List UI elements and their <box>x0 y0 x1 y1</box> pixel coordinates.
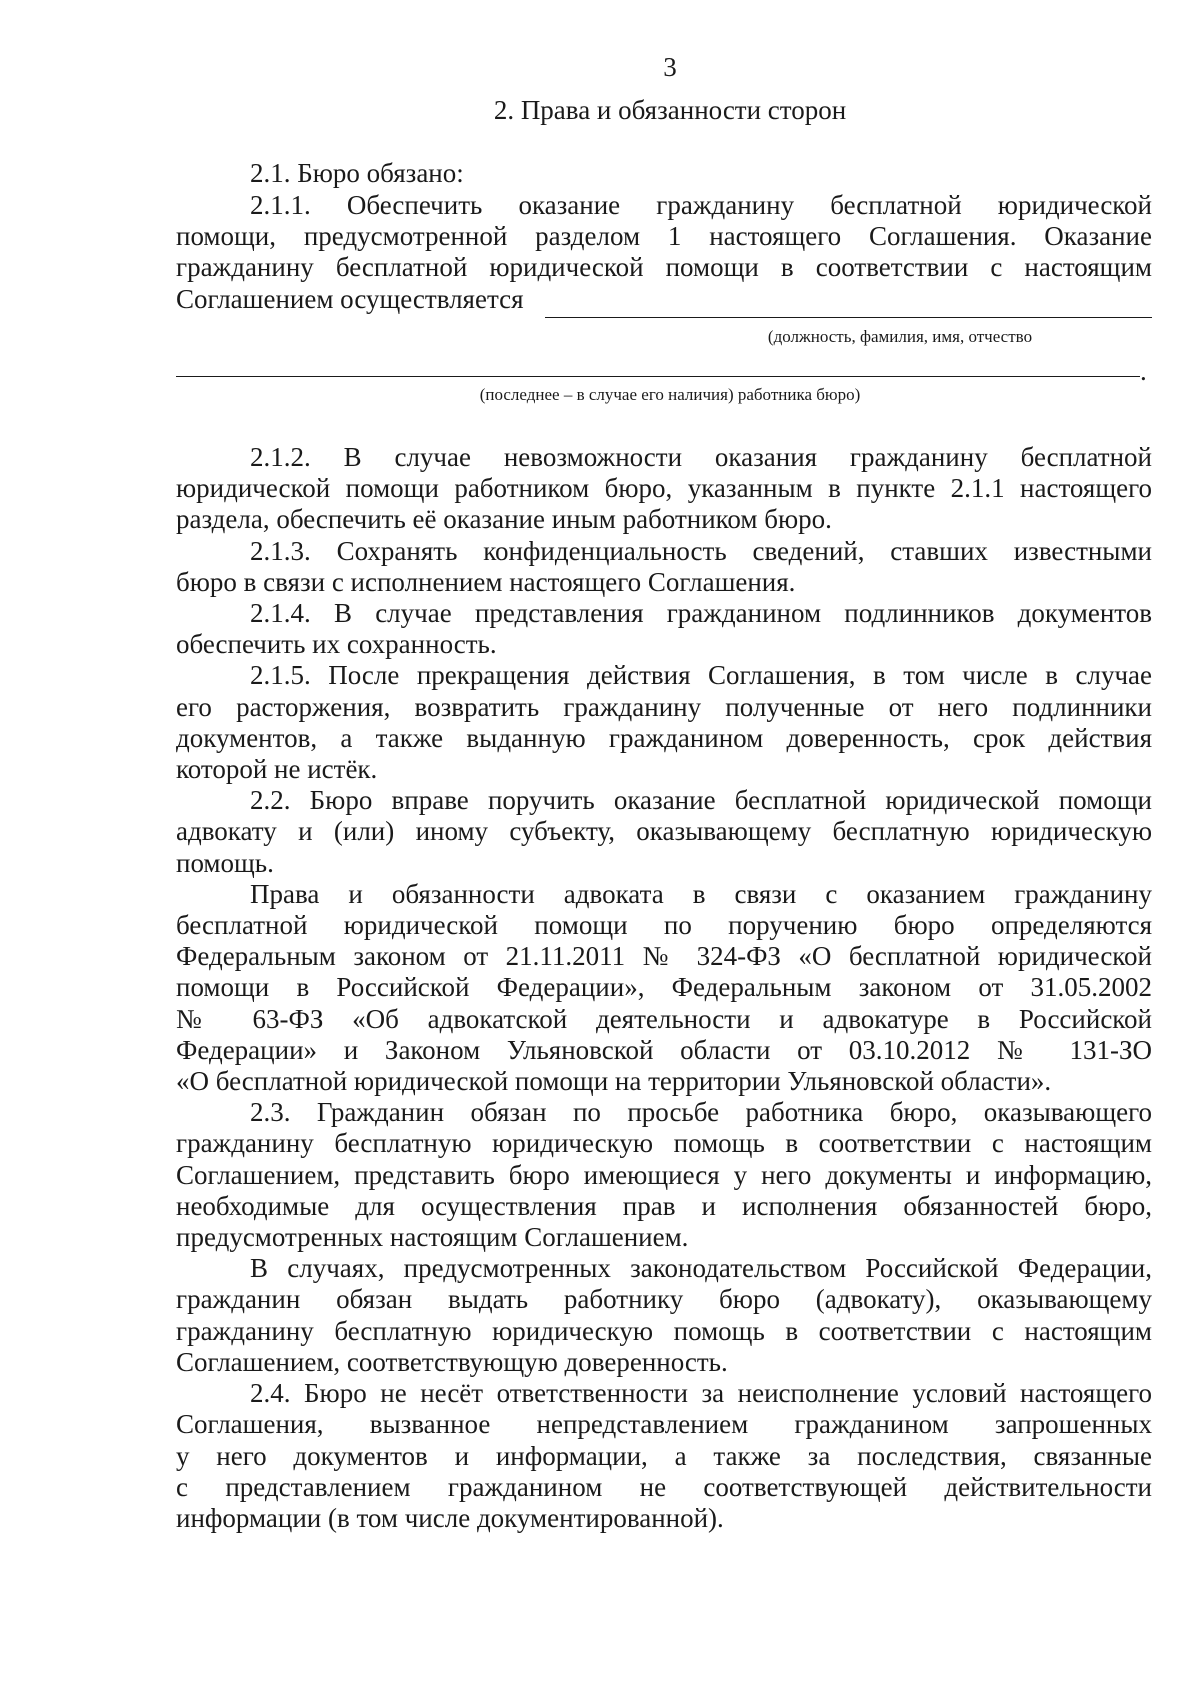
text-line: гражданину бесплатной юридической помощи в соответствии с настоящим <box>176 252 1152 283</box>
text-line: «О бесплатной юридической помощи на территории Ульяновской области». <box>176 1066 1052 1097</box>
body-text <box>176 442 1152 1534</box>
paragraph-2-1-4 <box>176 598 1152 660</box>
text-line: Федерации» и Законом Ульяновской области от 03.10.2012 № 131-ЗО <box>176 1034 1152 1065</box>
text-line: 2.3. Гражданин обязан по просьбе работника бюро, оказывающего <box>250 1097 1152 1128</box>
paragraph-2-4 <box>176 1378 1152 1534</box>
text-line: В случаях, предусмотренных законодательством Российской Федерации, <box>250 1253 1152 1284</box>
text-line: 2.4. Бюро не несёт ответственности за неисполнение условий настоящего <box>250 1378 1152 1409</box>
text-line: документов, а также выданную гражданином доверенность, срок действия <box>176 722 1152 753</box>
text-line: Права и обязанности адвоката в связи с оказанием гражданину <box>250 878 1152 909</box>
paragraph-2-1 <box>176 158 1152 189</box>
text-line: бесплатной юридической помощи по поручению бюро определяются <box>176 910 1152 941</box>
fill-in-line-1 <box>545 317 1152 318</box>
text-line: 2.2. Бюро вправе поручить оказание бесплатной юридической помощи <box>250 785 1152 816</box>
text-line: Федеральным законом от 21.11.2011 № 324-ФЗ «О бесплатной юридической <box>176 941 1152 972</box>
text-line: адвокату и (или) иному субъекту, оказывающему бесплатную юридическую <box>176 816 1152 847</box>
line-end-dot: . <box>1140 356 1147 386</box>
section-title: 2. Права и обязанности сторон <box>493 95 847 125</box>
text-line: раздела, обеспечить её оказание иным работником бюро. <box>176 504 832 535</box>
text-line: 2.1.4. В случае представления гражданином подлинников документов <box>250 598 1152 629</box>
paragraph-2-1-1 <box>176 190 1152 315</box>
text-line: Соглашения, вызванное непредставлением гражданином запрошенных <box>176 1409 1152 1440</box>
text-line: гражданину бесплатную юридическую помощь в соответствии с настоящим <box>176 1315 1152 1346</box>
text-line: Соглашением осуществляется <box>176 283 524 314</box>
text-line: гражданину бесплатную юридическую помощь в соответствии с настоящим <box>176 1128 1152 1159</box>
text-line: 2.1. Бюро обязано: <box>250 158 464 188</box>
paragraph-2-1-5 <box>176 660 1152 785</box>
paragraph-2-1-2 <box>176 442 1152 536</box>
paragraph-2-2 <box>176 785 1152 879</box>
text-line: 2.1.2. В случае невозможности оказания гражданину бесплатной <box>250 442 1152 472</box>
text-line: предусмотренных настоящим Соглашением. <box>176 1222 689 1253</box>
text-line: № 63-ФЗ «Об адвокатской деятельности и адвокатуре в Российской <box>176 1003 1152 1034</box>
text-line: его расторжения, возвратить гражданину полученные от него подлинники <box>176 691 1152 722</box>
text-line: гражданин обязан выдать работнику бюро (адвокату), оказывающему <box>176 1284 1152 1315</box>
text-line: 2.1.5. После прекращения действия Соглашения, в том числе в случае <box>250 660 1152 691</box>
text-line: обеспечить их сохранность. <box>176 629 497 660</box>
text-line: помощи, предусмотренной разделом 1 настоящего Соглашения. Оказание <box>176 221 1152 252</box>
field-caption-2: (последнее – в случае его наличия) работника бюро) <box>479 385 861 404</box>
text-line: бюро в связи с исполнением настоящего Соглашения. <box>176 566 796 597</box>
text-line: с представлением гражданином не соответствующей действительности <box>176 1471 1152 1502</box>
paragraph-rights-of-advocate <box>176 879 1152 1097</box>
text-line: помощи в Российской Федерации», Федеральным законом от 31.05.2002 <box>176 972 1152 1003</box>
text-line: которой не истёк. <box>176 754 378 785</box>
field-caption-1: (должность, фамилия, имя, отчество <box>767 327 1033 346</box>
paragraph-cases <box>176 1253 1152 1378</box>
text-line: 2.1.1. Обеспечить оказание гражданину бесплатной юридической <box>250 190 1152 220</box>
text-line: информации (в том числе документированной). <box>176 1502 724 1533</box>
text-line: Соглашением, соответствующую доверенность. <box>176 1346 728 1377</box>
text-line: юридической помощи работником бюро, указанным в пункте 2.1.1 настоящего <box>176 473 1152 504</box>
text-line: 2.1.3. Сохранять конфиденциальность сведений, ставших известными <box>250 535 1152 566</box>
text-line: необходимые для осуществления прав и исполнения обязанностей бюро, <box>176 1190 1152 1221</box>
page-number: 3 <box>663 52 677 82</box>
text-line: помощь. <box>176 847 274 878</box>
text-line: Соглашением, представить бюро имеющиеся у него документы и информацию, <box>176 1159 1152 1190</box>
paragraph-2-1-3 <box>176 536 1152 598</box>
text-line: у него документов и информации, а также за последствия, связанные <box>176 1440 1152 1471</box>
paragraph-2-3 <box>176 1097 1152 1253</box>
fill-in-line-2 <box>176 376 1140 377</box>
